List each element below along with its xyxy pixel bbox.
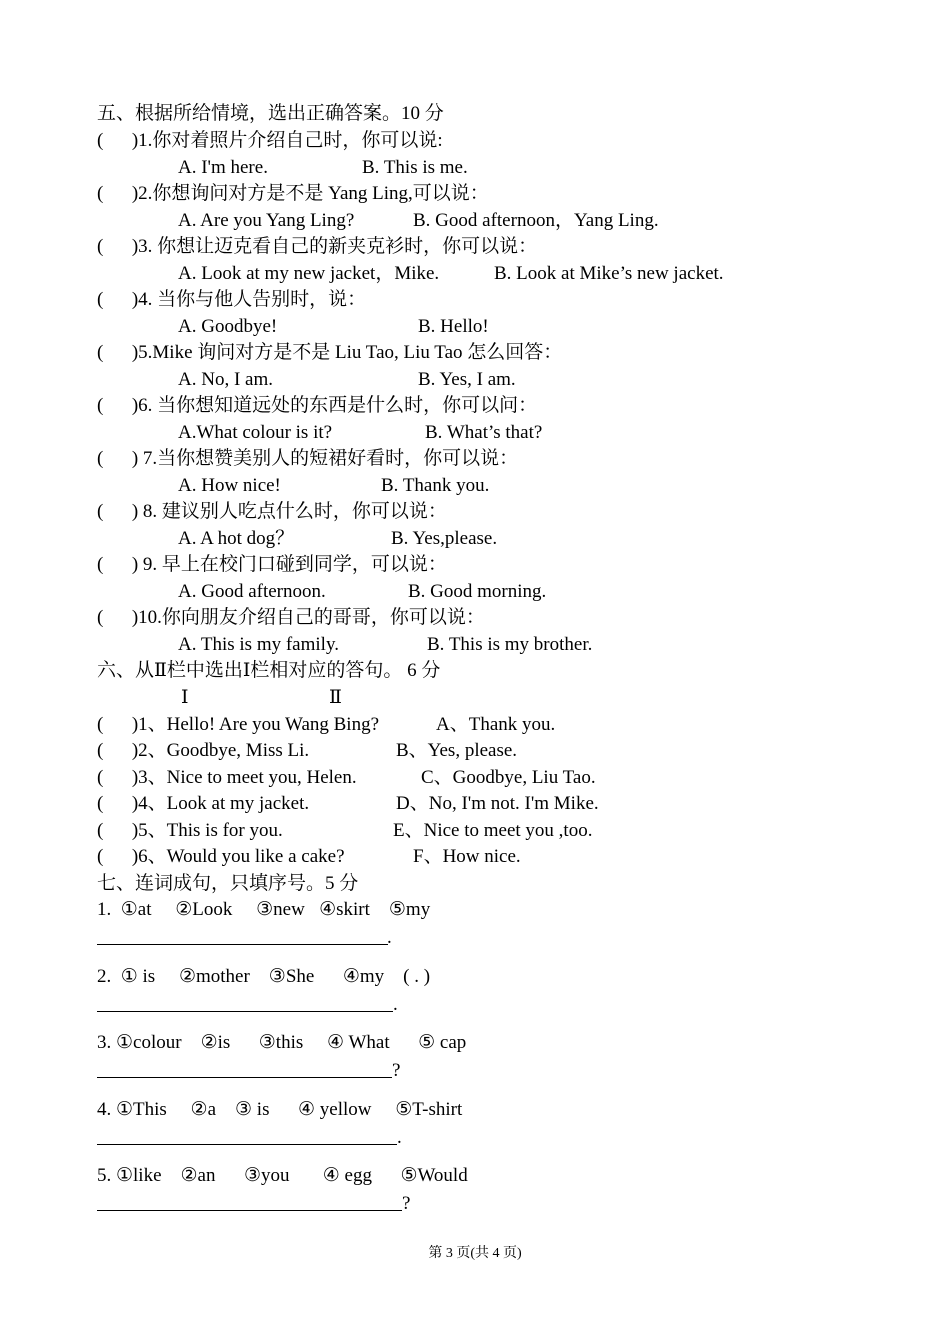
match-left-6: ( )6、Would you like a cake? (97, 846, 345, 867)
match-right-f: F、How nice. (413, 846, 521, 867)
sentence-3-answer-line[interactable] (97, 1077, 392, 1078)
question-8-option-a: A. A hot dog？ (178, 528, 295, 549)
question-9-option-b: B. Good morning. (408, 581, 547, 602)
sentence-2-answer-line[interactable] (97, 1011, 393, 1012)
page-number: 第 3 页(共 4 页) (428, 1246, 522, 1261)
question-4-option-b: B. Hello! (418, 316, 489, 337)
sentence-5-end-mark: ? (402, 1193, 411, 1214)
match-right-d: D、No, I'm not. I'm Mike. (396, 793, 599, 814)
question-7-option-a: A. How nice! (178, 475, 281, 496)
question-5-option-a: A. No, I am. (178, 369, 273, 390)
sentence-2-end-mark: . (393, 994, 398, 1015)
section6-title: 六、从Ⅱ栏中选出Ⅰ栏相对应的答句。 6 分 (97, 660, 441, 681)
question-1-option-b: B. This is me. (362, 157, 468, 178)
match-right-a: A、Thank you. (436, 714, 556, 735)
question-6-option-b: B. What’s that? (425, 422, 543, 443)
sentence-4-end-mark: . (397, 1127, 402, 1148)
match-left-4: ( )4、Look at my jacket. (97, 793, 310, 814)
match-right-b: B、Yes, please. (396, 740, 518, 761)
question-6: ( )6. 当你想知道远处的东西是什么时，你可以问： (97, 395, 538, 416)
match-right-c: C、Goodbye, Liu Tao. (421, 767, 596, 788)
question-4: ( )4. 当你与他人告别时，说： (97, 289, 367, 310)
question-7-option-b: B. Thank you. (381, 475, 490, 496)
question-10: ( )10.你向朋友介绍自己的哥哥，你可以说： (97, 607, 485, 628)
match-left-3: ( )3、Nice to meet you, Helen. (97, 767, 357, 788)
sentence-4-words: 4. ①This ②a ③ is ④ yellow ⑤T-shirt (97, 1099, 463, 1120)
question-2-option-a: A. Are you Yang Ling? (178, 210, 355, 231)
question-3-option-b: B. Look at Mike’s new jacket. (494, 263, 724, 284)
match-left-2: ( )2、Goodbye, Miss Li. (97, 740, 310, 761)
sentence-1-end-mark: . (387, 927, 392, 948)
sentence-3-words: 3. ①colour ②is ③this ④ What ⑤ cap (97, 1032, 467, 1053)
question-7: ( ) 7.当你想赞美别人的短裙好看时，你可以说： (97, 448, 519, 469)
question-6-option-a: A.What colour is it? (178, 422, 333, 443)
question-3: ( )3. 你想让迈克看自己的新夹克衫时，你可以说： (97, 236, 538, 257)
sentence-1-answer-line[interactable] (97, 944, 388, 945)
sentence-4-answer-line[interactable] (97, 1144, 397, 1145)
question-10-option-a: A. This is my family. (178, 634, 339, 655)
question-1-option-a: A. I'm here. (178, 157, 268, 178)
section5-title: 五、根据所给情境，选出正确答案。10 分 (97, 103, 444, 124)
match-left-5: ( )5、This is for you. (97, 820, 283, 841)
sentence-3-end-mark: ? (392, 1060, 401, 1081)
question-2: ( )2.你想询问对方是不是 Yang Ling,可以说： (97, 183, 489, 204)
question-1: ( )1.你对着照片介绍自己时，你可以说: (97, 130, 443, 151)
column-2-header: Ⅱ (329, 687, 342, 708)
question-8: ( ) 8. 建议别人吃点什么时，你可以说： (97, 501, 447, 522)
question-5: ( )5.Mike 询问对方是不是 Liu Tao, Liu Tao 怎么回答： (97, 342, 563, 363)
match-right-e: E、Nice to meet you ,too. (393, 820, 593, 841)
question-4-option-a: A. Goodbye! (178, 316, 278, 337)
sentence-2-words: 2. ① is ②mother ③She ④my ( . ) (97, 966, 431, 987)
sentence-5-words: 5. ①like ②an ③you ④ egg ⑤Would (97, 1165, 468, 1186)
section7-title: 七、连词成句，只填序号。5 分 (97, 873, 359, 894)
question-2-option-b: B. Good afternoon，Yang Ling. (413, 210, 659, 231)
column-1-header: Ⅰ (181, 687, 189, 708)
question-9: ( ) 9. 早上在校门口碰到同学，可以说： (97, 554, 447, 575)
sentence-5-answer-line[interactable] (97, 1210, 402, 1211)
question-8-option-b: B. Yes,please. (391, 528, 498, 549)
question-10-option-b: B. This is my brother. (427, 634, 593, 655)
question-3-option-a: A. Look at my new jacket，Mike. (178, 263, 440, 284)
question-9-option-a: A. Good afternoon. (178, 581, 326, 602)
match-left-1: ( )1、Hello! Are you Wang Bing? (97, 714, 380, 735)
question-5-option-b: B. Yes, I am. (418, 369, 516, 390)
sentence-1-words: 1. ①at ②Look ③new ④skirt ⑤my (97, 899, 431, 920)
